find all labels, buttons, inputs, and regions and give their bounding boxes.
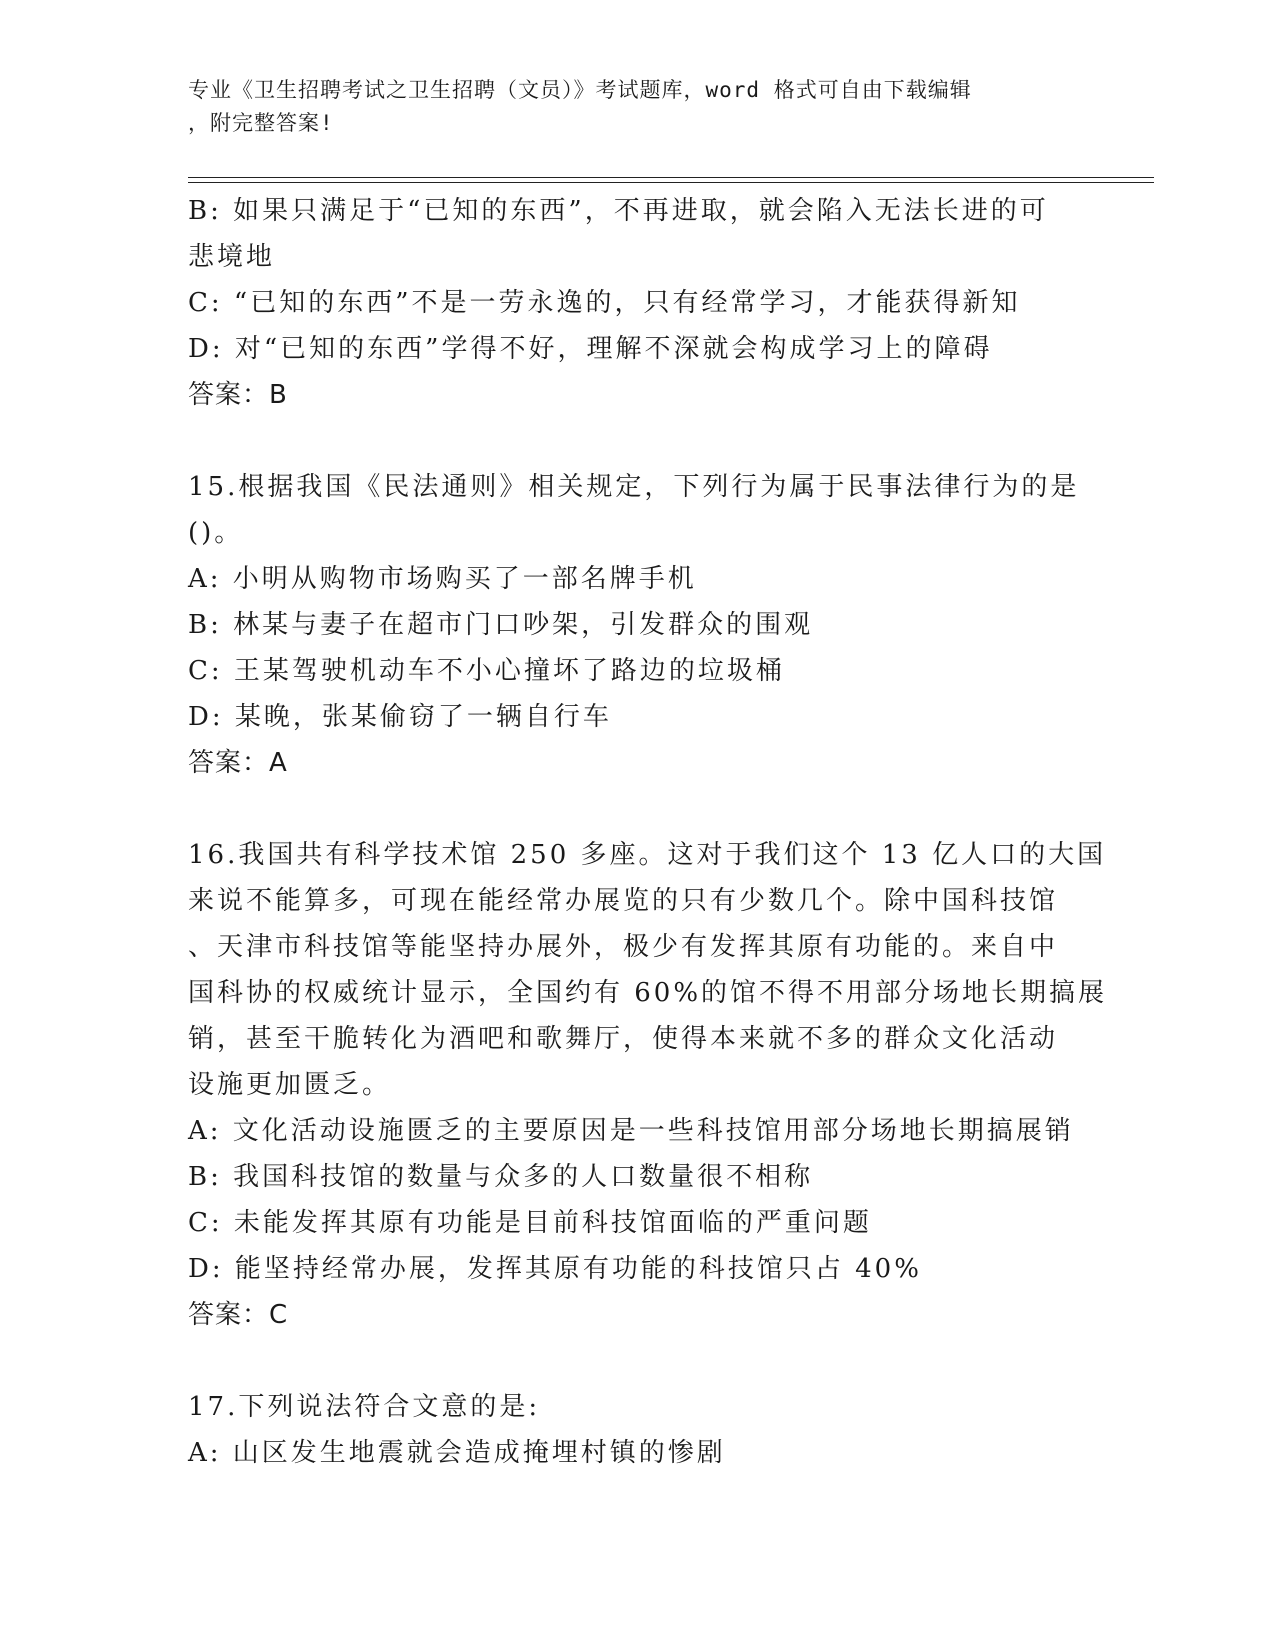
- question-stem-line-5: 销，甚至干脆转化为酒吧和歌舞厅，使得本来就不多的群众文化活动: [188, 1024, 1059, 1054]
- question-stem-line-6: 设施更加匮乏。: [188, 1070, 392, 1100]
- option-a: A: 文化活动设施匮乏的主要原因是一些科技馆用部分场地长期搞展销: [188, 1116, 1074, 1146]
- answer: 答案：A: [188, 748, 288, 778]
- question-14: [188, 188, 1088, 418]
- question-stem-line-2: 来说不能算多，可现在能经常办展览的只有少数几个。除中国科技馆: [188, 886, 1059, 916]
- question-stem-line-2: ()。: [188, 518, 244, 548]
- option-c: C: 未能发挥其原有功能是目前科技馆面临的严重问题: [188, 1208, 872, 1238]
- question-15: [188, 464, 1088, 786]
- question-stem-line-3: 、天津市科技馆等能坚持办展外，极少有发挥其原有功能的。来自中: [188, 932, 1059, 962]
- header-line-2: ，附完整答案!: [188, 111, 334, 135]
- header-divider-bottom: [188, 182, 1154, 183]
- option-d: D: 某晚，张某偷窃了一辆自行车: [188, 702, 612, 732]
- header-divider-top: [188, 177, 1154, 178]
- option-b-line-1: B: 如果只满足于“已知的东西”，不再进取，就会陷入无法长进的可: [188, 196, 1049, 226]
- option-c: C: 王某驾驶机动车不小心撞坏了路边的垃圾桶: [188, 656, 785, 686]
- option-a: A: 小明从购物市场购买了一部名牌手机: [188, 564, 697, 594]
- spacer: [188, 1338, 1088, 1384]
- question-16: [188, 832, 1108, 1338]
- question-content: [188, 188, 1108, 1476]
- question-17: [188, 1384, 1088, 1476]
- header-line-1: 专业《卫生招聘考试之卫生招聘（文员）》考试题库，word 格式可自由下载编辑: [188, 78, 972, 102]
- answer: 答案：B: [188, 380, 288, 410]
- option-a: A: 山区发生地震就会造成掩埋村镇的惨剧: [188, 1438, 726, 1468]
- page-header: [188, 74, 1068, 140]
- option-c: C: “已知的东西”不是一劳永逸的，只有经常学习，才能获得新知: [188, 288, 1021, 318]
- spacer: [188, 786, 1088, 832]
- question-stem-line-1: 15.根据我国《民法通则》相关规定，下列行为属于民事法律行为的是: [188, 472, 1080, 502]
- question-stem-line-4: 国科协的权威统计显示，全国约有 60%的馆不得不用部分场地长期搞展: [188, 978, 1108, 1008]
- option-b: B: 我国科技馆的数量与众多的人口数量很不相称: [188, 1162, 814, 1192]
- option-b-line-2: 悲境地: [188, 242, 276, 272]
- option-b: B: 林某与妻子在超市门口吵架，引发群众的围观: [188, 610, 814, 640]
- option-d: D: 能坚持经常办展，发挥其原有功能的科技馆只占 40%: [188, 1254, 922, 1284]
- question-stem-line-1: 16.我国共有科学技术馆 250 多座。这对于我们这个 13 亿人口的大国: [188, 840, 1107, 870]
- option-d: D: 对“已知的东西”学得不好，理解不深就会构成学习上的障碍: [188, 334, 993, 364]
- spacer: [188, 418, 1088, 464]
- question-stem-line-1: 17.下列说法符合文意的是:: [188, 1392, 541, 1422]
- answer: 答案：C: [188, 1300, 289, 1330]
